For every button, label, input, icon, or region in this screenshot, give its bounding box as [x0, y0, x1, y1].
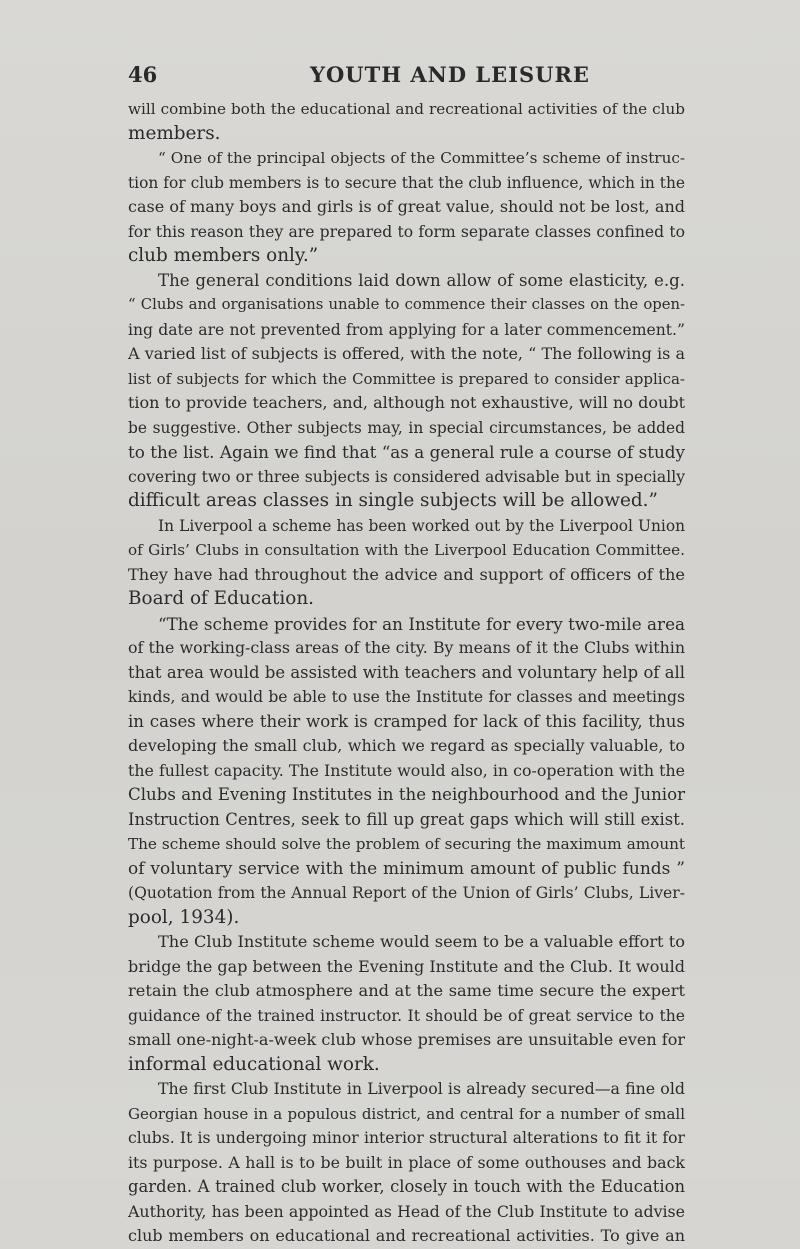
text-line: of the working-class areas of the city. By means of it the Clubs within: [128, 638, 685, 657]
text-line: developing the small club, which we regard as specially valuable, to: [128, 736, 685, 755]
page-number: 46: [128, 62, 158, 87]
text-line: small one-night-a-week club whose premises are unsuitable even for: [128, 1030, 685, 1049]
text-line: kinds, and would be able to use the Institute for classes and meetings: [128, 688, 685, 706]
text-line: guidance of the trained instructor. It should be of great service to the: [128, 1006, 685, 1025]
text-line: retain the club atmosphere and at the same time secure the expert: [128, 981, 685, 1000]
text-line: In Liverpool a scheme has been worked out by the Liverpool Union: [158, 516, 685, 535]
text-line: clubs. It is undergoing minor interior structural alterations to fit it for: [128, 1129, 685, 1147]
running-title: YOUTH AND LEISURE: [310, 62, 590, 87]
text-line: Georgian house in a populous district, and central for a number of small: [128, 1104, 685, 1123]
text-line: in cases where their work is cramped for lack of this facility, thus: [128, 711, 685, 731]
text-line: list of subjects for which the Committee is prepared to consider applica-: [128, 369, 685, 388]
text-line: garden. A trained club worker, closely in touch with the Education: [128, 1177, 685, 1196]
text-line: for this reason they are prepared to form separate classes confined to: [128, 222, 685, 241]
text-line: Authority, has been appointed as Head of the Club Institute to advise: [128, 1201, 685, 1221]
text-line: that area would be assisted with teachers and voluntary help of all: [128, 662, 685, 682]
text-line: The scheme should solve the problem of securing the maximum amount: [128, 835, 685, 853]
page-header: [0, 62, 800, 94]
text-line: Instruction Centres, seek to fill up great gaps which will still exist.: [128, 809, 685, 829]
text-line: tion for club members is to secure that the club influence, which in the: [128, 173, 685, 192]
text-line: pool, 1934).: [128, 906, 240, 928]
text-line: Clubs and Evening Institutes in the neighbourhood and the Junior: [128, 785, 685, 804]
text-line: The first Club Institute in Liverpool is already secured—a fine old: [158, 1079, 685, 1098]
text-line: informal educational work.: [128, 1053, 380, 1075]
text-line: A varied list of subjects is offered, with the note, “ The following is a: [128, 344, 685, 363]
text-line: case of many boys and girls is of great value, should not be lost, and: [128, 197, 685, 216]
body-text: [128, 97, 685, 1249]
text-line: “ One of the principal objects of the Committee’s scheme of instruc-: [158, 149, 685, 167]
text-line: the fullest capacity. The Institute would also, in co-operation with the: [128, 760, 685, 780]
text-line: “ Clubs and organisations unable to commence their classes on the open-: [128, 296, 685, 313]
text-line: The general conditions laid down allow of some elasticity, e.g.: [158, 270, 685, 290]
text-line: be suggestive. Other subjects may, in special circumstances, be added: [128, 418, 685, 437]
text-line: bridge the gap between the Evening Institute and the Club. It would: [128, 956, 685, 976]
text-line: its purpose. A hall is to be built in place of some outhouses and back: [128, 1152, 685, 1172]
text-line: club members on educational and recreational activities. To give an: [128, 1226, 685, 1245]
text-line: “The scheme provides for an Institute for every two-mile area: [158, 613, 685, 634]
text-line: ing date are not prevented from applying for a later commencement.”: [128, 320, 685, 339]
text-line: They have had throughout the advice and support of officers of the: [128, 564, 685, 584]
text-line: tion to provide teachers, and, although not exhaustive, will no doubt: [128, 393, 685, 412]
text-line: difficult areas classes in single subjects will be allowed.”: [128, 490, 658, 511]
text-line: club members only.”: [128, 245, 319, 266]
text-line: will combine both the educational and recreational activities of the club: [128, 100, 685, 118]
text-line: covering two or three subjects is considered advisable but in specially: [128, 467, 685, 486]
text-line: Board of Education.: [128, 588, 315, 609]
text-line: The Club Institute scheme would seem to be a valuable effort to: [158, 932, 685, 951]
text-line: members.: [128, 122, 221, 144]
text-line: of voluntary service with the minimum amount of public funds ”: [128, 858, 685, 879]
text-line: of Girls’ Clubs in consultation with the Liverpool Education Committee.: [128, 541, 685, 559]
text-line: (Quotation from the Annual Report of the Union of Girls’ Clubs, Liver-: [128, 884, 685, 902]
text-line: to the list. Again we find that “as a general rule a course of study: [128, 442, 685, 462]
